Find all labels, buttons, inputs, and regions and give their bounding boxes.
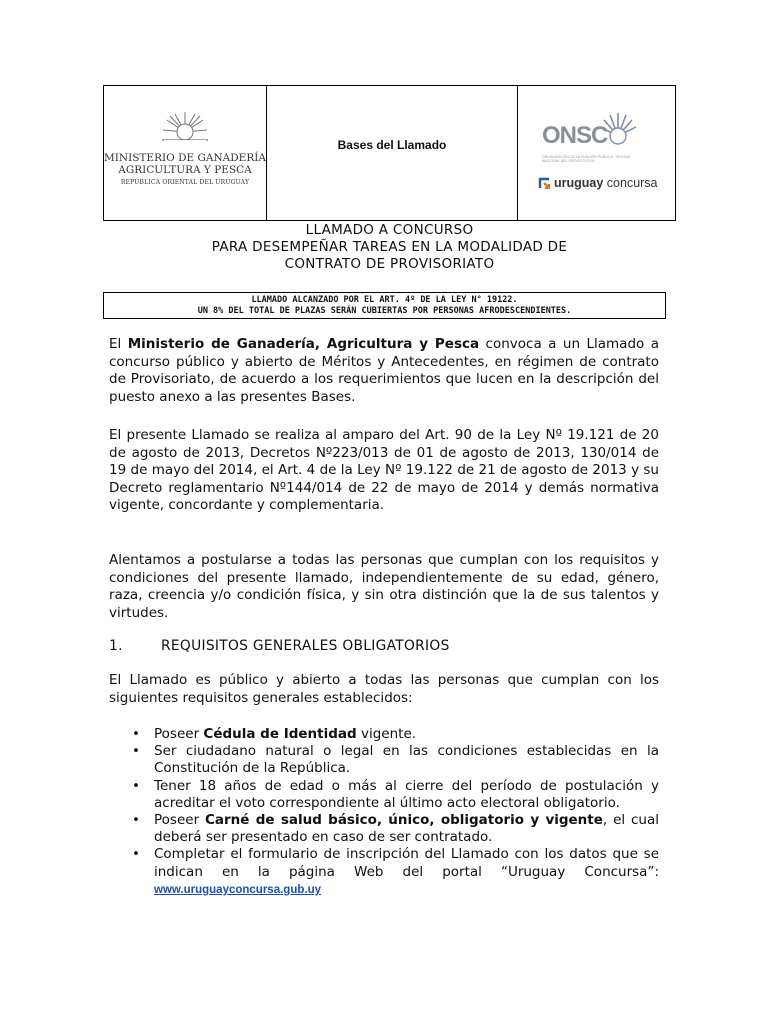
bullet-marker: • (132, 726, 140, 742)
ministry-name-line1: MINISTERIO DE GANADERÍA (104, 152, 266, 164)
bullet-marker: • (132, 743, 140, 760)
b3-text: Tener 18 años de edad o más al cierre del período de postulación y acreditar el voto correspondiente al último acto electoral obligatorio. (154, 777, 659, 811)
b4-bold: Carné de salud básico, único, obligatorio y vigente (205, 812, 603, 829)
b4-pre: Poseer (154, 812, 205, 829)
notice-line1: LLAMADO ALCANZADO POR EL ART. 4º DE LA LEY N° 19122. (251, 295, 518, 305)
uruguay-concursa-icon (538, 177, 551, 190)
list-item (130, 726, 659, 743)
call-title-line2: PARA DESEMPEÑAR TAREAS EN LA MODALIDAD DE (211, 239, 568, 255)
document-header-table (103, 85, 676, 221)
call-title-line3: CONTRATO DE PROVISORIATO (284, 256, 495, 272)
uruguay-concursa-logo (538, 176, 658, 190)
b1-pre: Poseer (154, 726, 204, 742)
list-item (130, 743, 659, 777)
call-title (103, 222, 676, 273)
uruguay-sun-emblem-icon (162, 110, 208, 146)
ministry-name-line2: AGRICULTURA Y PESCA (118, 164, 252, 176)
afro-quota-notice (103, 292, 666, 319)
b1-post: vigente. (356, 726, 417, 742)
section-title: REQUISITOS GENERALES OBLIGATORIOS (161, 638, 450, 654)
uc-brand-rest: concursa (603, 176, 658, 190)
ministry-name-bold: Ministerio de Ganadería, Agricultura y Pesca (127, 336, 480, 352)
b1-bold: Cédula de Identidad (203, 726, 357, 742)
b4-post: , el cual deberá ser presentado en caso de ser contratado. (154, 812, 660, 846)
bullet-marker: • (132, 777, 140, 794)
b2-text: Ser ciudadano natural o legal en las condiciones establecidas en la Constitución de la República. (154, 743, 659, 777)
notice-line2: UN 8% DEL TOTAL DE PLAZAS SERÁN CUBIERTAS POR PERSONAS AFRODESCENDIENTES. (197, 306, 572, 316)
header-title-cell (267, 86, 518, 220)
ministry-logo-cell (104, 86, 267, 220)
onsc-wordmark: ONSC (542, 122, 608, 149)
intro-pre: El (109, 336, 128, 352)
uruguay-concursa-wordmark (554, 176, 658, 190)
section-1-heading (109, 638, 450, 654)
list-item (130, 778, 659, 812)
legal-basis-paragraph: El presente Llamado se realiza al amparo del Art. 90 de la Ley Nº 19.121 de 20 de agosto de 2013, Decretos Nº223/013 de 01 de agosto de 2013, 130/014 de 19 de mayo del 2014, el Art. 4 de la Ley Nº 19.122 de 21 de agosto de 2013 y su Decreto reglamentario Nº144/014 de 22 de mayo de 2014 y demás normativa vigente, concordante y complementaria. (109, 427, 659, 514)
call-title-line1: LLAMADO A CONCURSO (305, 222, 474, 238)
uruguay-concursa-link[interactable]: www.uruguayconcursa.gub.uy (154, 883, 321, 896)
b5-pre: Completar el formulario de inscripción del Llamado con los datos que se indican en la página Web del portal “Uruguay Concursa”: (154, 846, 659, 880)
requirements-list (130, 726, 659, 899)
intro-paragraph (109, 336, 659, 406)
bases-title: Bases del Llamado (337, 138, 447, 152)
intro-post: convoca a un Llamado a concurso público y abierto de Méritos y Antecedentes, en régimen de contrato de Provisoriato, de acuerdo a los requerimientos que lucen en la descripción del puesto anexo a las presentes Bases. (109, 336, 659, 405)
inclusion-paragraph: Alentamos a postularse a todas las personas que cumplan con los requisitos y condiciones del presente llamado, independientemente de su edad, género, raza, creencia y/o condición física, y sin otra distinción que la de sus talentos y virtudes. (109, 552, 659, 621)
onsc-logo-cell (518, 86, 675, 220)
onsc-subtitle: ORGANIZACIÓN DE LA FUNCIÓN PÚBLICA · OFICINA NACIONAL DEL SERVICIO CIVIL (542, 155, 630, 163)
requirements-intro-paragraph: El Llamado es público y abierto a todas las personas que cumplan con los siguientes requisitos generales establecidos: (109, 672, 659, 706)
list-item (130, 812, 659, 846)
uc-brand-bold: uruguay (554, 176, 604, 190)
ministry-country-line: REPÚBLICA ORIENTAL DEL URUGUAY (120, 179, 250, 186)
section-number: 1. (109, 638, 123, 654)
list-item (130, 846, 659, 899)
bullet-marker: • (132, 812, 140, 829)
bullet-marker: • (132, 846, 140, 863)
